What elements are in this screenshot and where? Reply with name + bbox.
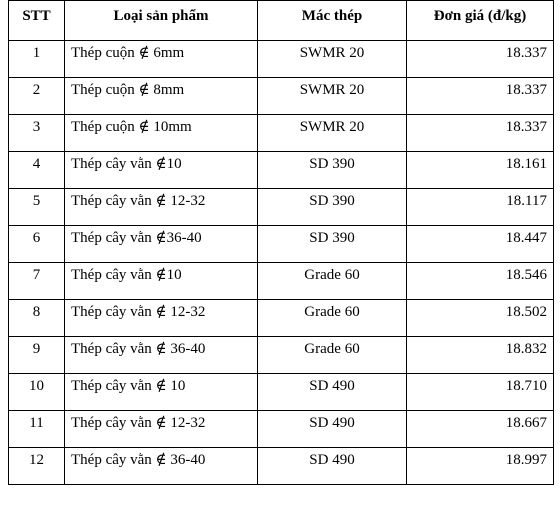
row-price: 18.161 [407, 152, 554, 189]
row-product: Thép cây vằn ∉ 12-32 [65, 189, 258, 226]
row-price: 18.546 [407, 263, 554, 300]
table-body [9, 41, 554, 485]
row-grade: Grade 60 [258, 263, 407, 300]
header-product: Loại sản phẩm [65, 1, 258, 41]
table-row [9, 411, 554, 448]
table-row [9, 226, 554, 263]
table-row [9, 78, 554, 115]
row-stt: 12 [9, 448, 65, 485]
row-stt: 7 [9, 263, 65, 300]
row-grade: SWMR 20 [258, 115, 407, 152]
row-grade: Grade 60 [258, 337, 407, 374]
table-row [9, 337, 554, 374]
row-grade: SD 490 [258, 448, 407, 485]
row-product: Thép cây vằn ∉ 10 [65, 374, 258, 411]
row-product: Thép cuộn ∉ 10mm [65, 115, 258, 152]
row-product: Thép cuộn ∉ 8mm [65, 78, 258, 115]
row-stt: 2 [9, 78, 65, 115]
row-price: 18.117 [407, 189, 554, 226]
row-stt: 5 [9, 189, 65, 226]
row-stt: 3 [9, 115, 65, 152]
row-grade: SD 490 [258, 411, 407, 448]
row-product: Thép cây vằn ∉ 12-32 [65, 411, 258, 448]
row-product: Thép cây vằn ∉ 36-40 [65, 448, 258, 485]
row-price: 18.832 [407, 337, 554, 374]
table-row [9, 115, 554, 152]
table-row [9, 448, 554, 485]
table-row [9, 41, 554, 78]
row-grade: SD 390 [258, 189, 407, 226]
row-price: 18.337 [407, 78, 554, 115]
row-grade: SD 390 [258, 152, 407, 189]
row-grade: SD 490 [258, 374, 407, 411]
row-stt: 6 [9, 226, 65, 263]
table-row [9, 300, 554, 337]
row-price: 18.337 [407, 41, 554, 78]
header-row [9, 1, 554, 41]
row-price: 18.710 [407, 374, 554, 411]
row-grade: SWMR 20 [258, 41, 407, 78]
table-header [9, 1, 554, 41]
row-grade: SWMR 20 [258, 78, 407, 115]
row-stt: 4 [9, 152, 65, 189]
table-row [9, 189, 554, 226]
table-row [9, 152, 554, 189]
row-price: 18.667 [407, 411, 554, 448]
header-price: Đơn giá (đ/kg) [407, 1, 554, 41]
row-grade: Grade 60 [258, 300, 407, 337]
row-stt: 11 [9, 411, 65, 448]
steel-price-table [8, 0, 554, 485]
row-stt: 9 [9, 337, 65, 374]
table-row [9, 374, 554, 411]
row-stt: 8 [9, 300, 65, 337]
row-product: Thép cây vằn ∉ 36-40 [65, 337, 258, 374]
row-stt: 1 [9, 41, 65, 78]
header-grade: Mác thép [258, 1, 407, 41]
row-price: 18.502 [407, 300, 554, 337]
row-stt: 10 [9, 374, 65, 411]
header-stt: STT [9, 1, 65, 41]
row-grade: SD 390 [258, 226, 407, 263]
row-price: 18.337 [407, 115, 554, 152]
row-product: Thép cuộn ∉ 6mm [65, 41, 258, 78]
table-row [9, 263, 554, 300]
row-product: Thép cây vằn ∉10 [65, 152, 258, 189]
row-price: 18.997 [407, 448, 554, 485]
row-product: Thép cây vằn ∉36-40 [65, 226, 258, 263]
row-product: Thép cây vằn ∉10 [65, 263, 258, 300]
row-product: Thép cây vằn ∉ 12-32 [65, 300, 258, 337]
row-price: 18.447 [407, 226, 554, 263]
